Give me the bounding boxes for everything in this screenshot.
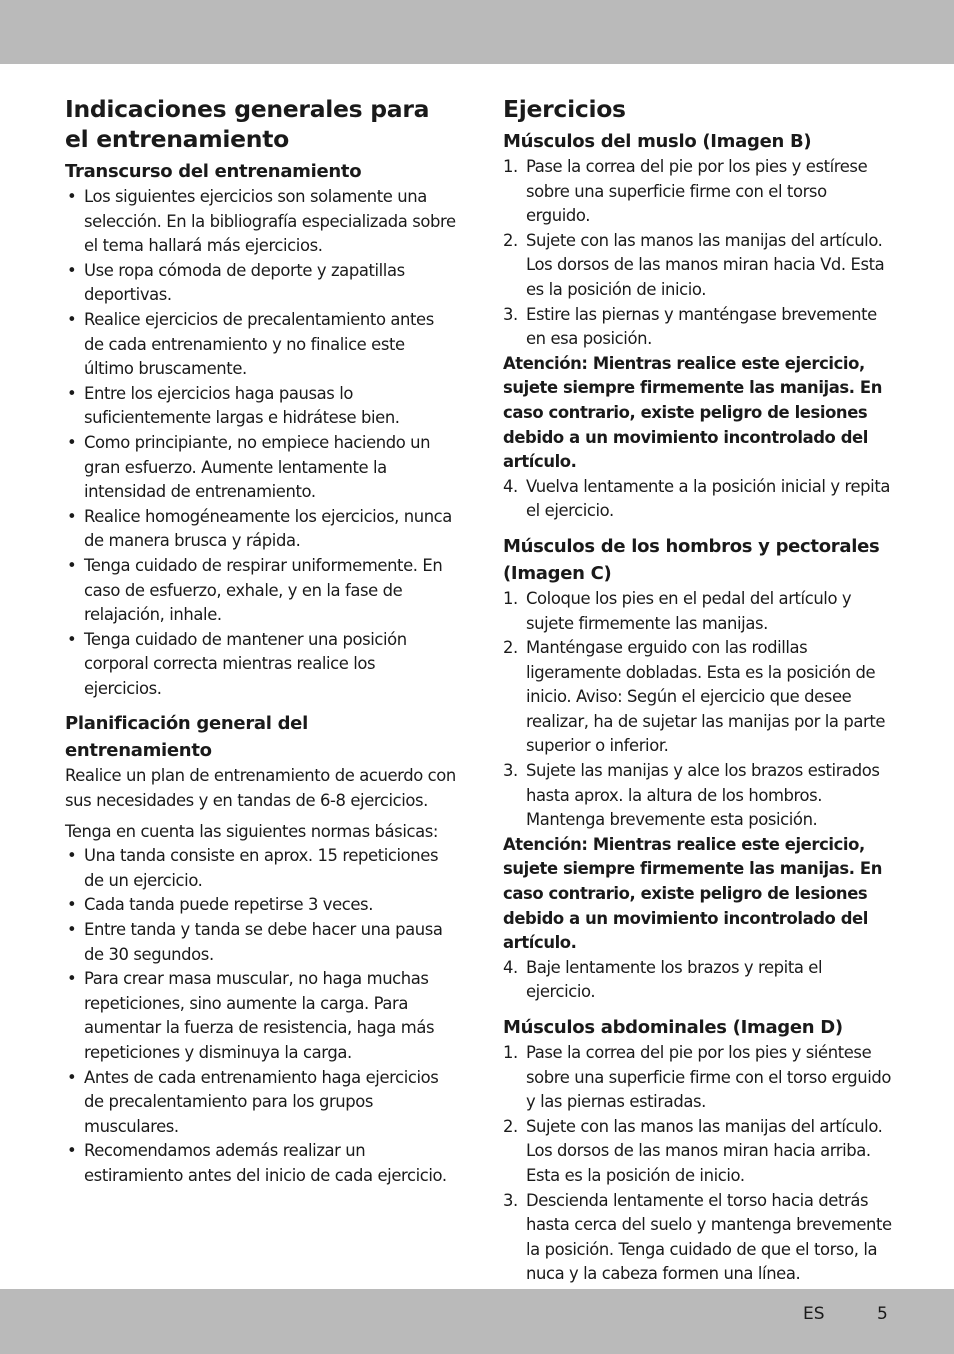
basic-rules-intro: Tenga en cuenta las siguientes normas básicas:	[65, 821, 438, 841]
shoulder-steps-final	[503, 956, 893, 1005]
page-number: 5	[877, 1304, 888, 1324]
step-item: 3. Descienda lentamente el torso hacia detrás hasta cerca del suelo y mantenga brevemente la posición. Tenga cuidado de que el torso, la nuca y la cabeza formen una línea.	[503, 1190, 892, 1284]
list-item: • Para crear masa muscular, no haga muchas repeticiones, sino aumente la carga. Para aumentar la fuerza de resistencia, haga más repeticiones y disminuya la carga.	[67, 969, 435, 1062]
list-item: • Entre los ejercicios haga pausas lo suficientemente largas e hidrátese bien.	[67, 383, 400, 428]
basic-rules-list	[65, 844, 457, 1188]
shoulder-chest-heading: Músculos de los hombros y pectorales (Imagen C)	[503, 535, 880, 584]
thigh-warning: Atención: Mientras realice este ejercicio, sujete siempre firmemente las manijas. En caso contrario, existe peligro de lesiones debido a un movimiento incontrolado del artículo.	[503, 353, 882, 472]
training-course-list	[65, 185, 457, 701]
list-item: • Cada tanda puede repetirse 3 veces.	[67, 895, 374, 915]
abdominal-heading: Músculos abdominales (Imagen D)	[503, 1017, 843, 1038]
header-bar	[0, 0, 954, 64]
training-course-heading: Transcurso del entrenamiento	[65, 161, 362, 182]
thigh-steps-final	[503, 475, 893, 524]
list-item: • Realice ejercicios de precalentamiento antes de cada entrenamiento y no finalice este último bruscamente.	[67, 309, 434, 379]
list-item: • Una tanda consiste en aprox. 15 repeticiones de un ejercicio.	[67, 846, 439, 890]
exercises-title: Ejercicios	[503, 95, 626, 123]
training-plan-heading: Planificación general del entrenamiento	[65, 713, 308, 762]
training-plan-intro: Realice un plan de entrenamiento de acuerdo con sus necesidades y en tandas de 6-8 ejercicios.	[65, 766, 456, 811]
step-item: 1. Pase la correa del pie por los pies y siéntese sobre una superficie firme con el torso erguido y las piernas estiradas.	[503, 1043, 892, 1112]
step-item: 2. Sujete con las manos las manijas del artículo. Los dorsos de las manos miran hacia arriba. Esta es la posición de inicio.	[503, 1116, 883, 1185]
list-item: • Tenga cuidado de respirar uniformemente. En caso de esfuerzo, exhale, y en la fase de relajación, inhale.	[67, 555, 443, 625]
left-column	[65, 94, 457, 1189]
abdominal-steps	[503, 1041, 893, 1287]
step-item: 1. Coloque los pies en el pedal del artículo y sujete firmemente las manijas.	[503, 588, 852, 633]
shoulder-steps	[503, 587, 893, 833]
step-item: 4. Baje lentamente los brazos y repita el ejercicio.	[503, 957, 823, 1002]
list-item: • Tenga cuidado de mantener una posición corporal correcta mientras realice los ejercicios.	[67, 629, 407, 698]
list-item: • Use ropa cómoda de deporte y zapatillas deportivas.	[67, 260, 405, 305]
step-item: 3. Estire las piernas y manténgase brevemente en esa posición.	[503, 304, 877, 349]
step-item: 4. Vuelva lentamente a la posición inicial y repita el ejercicio.	[503, 476, 890, 521]
thigh-muscles-heading: Músculos del muslo (Imagen B)	[503, 131, 812, 152]
list-item: • Entre tanda y tanda se debe hacer una pausa de 30 segundos.	[67, 920, 443, 964]
step-item: 3. Sujete las manijas y alce los brazos estirados hasta aprox. la altura de los hombros. Mantenga brevemente esta posición.	[503, 761, 880, 830]
shoulder-warning: Atención: Mientras realice este ejercicio, sujete siempre firmemente las manijas. En caso contrario, existe peligro de lesiones debido a un movimiento incontrolado del artículo.	[503, 834, 882, 953]
step-item: 2. Sujete con las manos las manijas del artículo. Los dorsos de las manos miran hacia Vd. Esta es la posición de inicio.	[503, 230, 885, 299]
list-item: • Realice homogéneamente los ejercicios, nunca de manera brusca y rápida.	[67, 506, 452, 551]
language-code: ES	[803, 1304, 825, 1324]
general-instructions-title: Indicaciones generales para el entrenamiento	[65, 95, 430, 153]
step-item: 2. Manténgase erguido con las rodillas ligeramente dobladas. Esta es la posición de inicio. Aviso: Según el ejercicio que desee realizar, ha de sujetar las manijas por la parte superior o inferior.	[503, 638, 886, 756]
list-item: • Antes de cada entrenamiento haga ejercicios de precalentamiento para los grupos musculares.	[67, 1067, 439, 1136]
list-item: • Como principiante, no empiece haciendo un gran esfuerzo. Aumente lentamente la intensidad de entrenamiento.	[67, 432, 431, 502]
right-column	[503, 94, 893, 1287]
thigh-steps	[503, 155, 893, 352]
list-item: • Recomendamos además realizar un estiramiento antes del inicio de cada ejercicio.	[67, 1141, 447, 1185]
list-item: • Los siguientes ejercicios son solamente una selección. En la bibliografía especializada sobre el tema hallará más ejercicios.	[67, 187, 456, 256]
step-item: 1. Pase la correa del pie por los pies y estírese sobre una superficie firme con el torso erguido.	[503, 157, 868, 226]
